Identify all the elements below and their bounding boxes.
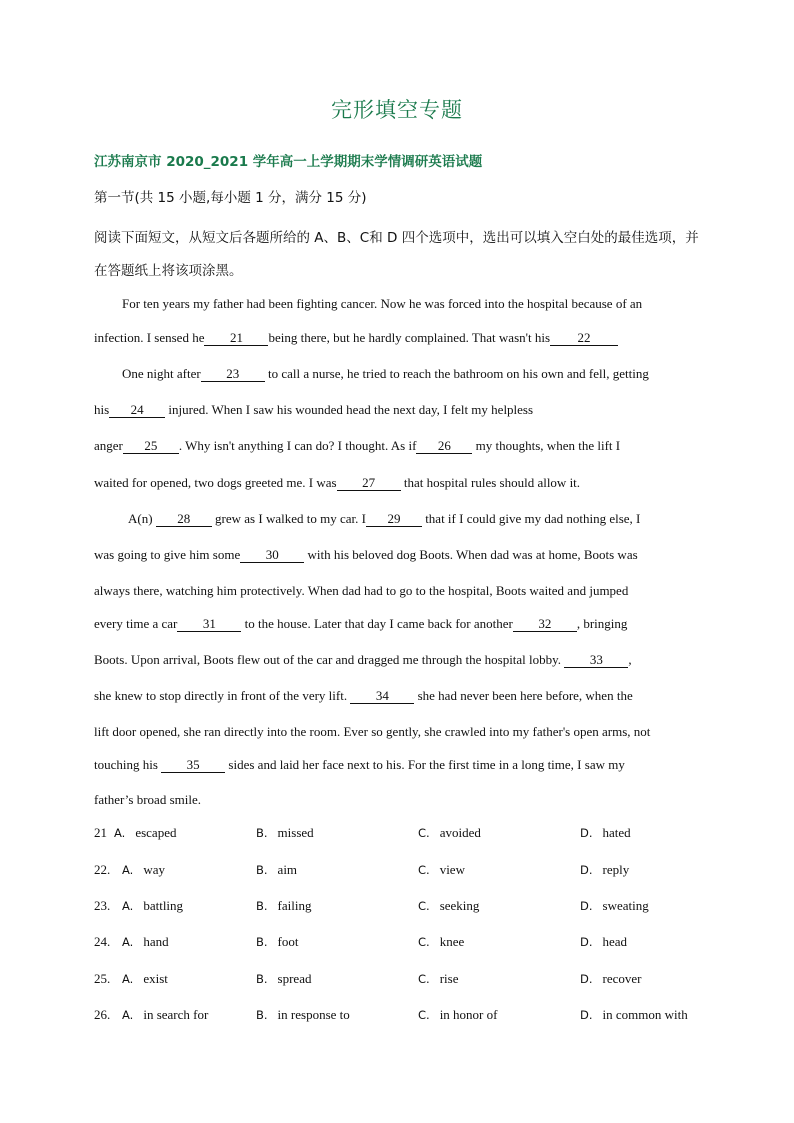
- question-number: 21: [94, 825, 107, 840]
- option-c: C. avoided: [418, 825, 481, 840]
- option-d: D. reply: [580, 862, 630, 877]
- option-b: B. spread: [256, 971, 312, 986]
- exam-source-heading: 江苏南京市 2020_2021 学年高一上学期期末学情调研英语试题: [94, 154, 483, 170]
- question-number: 23.: [94, 898, 111, 913]
- option-b: B. foot: [256, 934, 299, 949]
- blank-29: 29: [366, 512, 422, 527]
- blank-25: 25: [123, 439, 179, 454]
- passage-line: always there, watching him protectively. When dad had to go to the hospital, Boots waited and jumped: [94, 583, 629, 598]
- passage-line: lift door opened, she ran directly into the room. Ever so gently, she crawled into my father's open arms, not: [94, 724, 651, 739]
- option-d: D. head: [580, 934, 628, 949]
- blank-24: 24: [109, 403, 165, 418]
- blank-31: 31: [177, 617, 241, 632]
- blank-23: 23: [201, 367, 265, 382]
- option-d: D. in common with: [580, 1007, 688, 1022]
- question-22-options: [94, 862, 704, 880]
- option-d: D. sweating: [580, 898, 649, 913]
- passage-line: infection. I sensed he 21 being there, but he hardly complained. That wasn't his 22: [94, 330, 704, 346]
- passage-line: anger 25 . Why isn't anything I can do? I thought. As if 26 my thoughts, when the lift I: [94, 438, 621, 453]
- passage-line: waited for opened, two dogs greeted me. I was 27 that hospital rules should allow it.: [94, 475, 581, 490]
- option-c: C. view: [418, 862, 465, 877]
- passage-line: Boots. Upon arrival, Boots flew out of the car and dragged me through the hospital lobby. 33 ,: [94, 652, 632, 667]
- passage-line: father’s broad smile.: [94, 792, 201, 807]
- option-a: A. hand: [122, 934, 169, 949]
- question-number: 22.: [94, 862, 111, 877]
- blank-33: 33: [564, 653, 628, 668]
- option-a: A. way: [122, 862, 165, 877]
- option-c: C. knee: [418, 934, 465, 949]
- question-26-options: [94, 1007, 704, 1025]
- question-24-options: [94, 934, 704, 952]
- blank-26: 26: [416, 439, 472, 454]
- passage-line: she knew to stop directly in front of the very lift. 34 she had never been here before, when the: [94, 688, 633, 703]
- blank-30: 30: [240, 548, 304, 563]
- blank-35: 35: [161, 758, 225, 773]
- blank-21: 21: [204, 331, 268, 346]
- blank-34: 34: [350, 689, 414, 704]
- blank-32: 32: [513, 617, 577, 632]
- option-a: A. exist: [122, 971, 168, 986]
- option-c: C. in honor of: [418, 1007, 498, 1022]
- question-number: 24.: [94, 934, 111, 949]
- section-heading: 第一节(共 15 小题,每小题 1 分，满分 15 分): [94, 190, 367, 206]
- question-23-options: [94, 898, 704, 916]
- question-number: 26.: [94, 1007, 111, 1022]
- passage-line: touching his 35 sides and laid her face next to his. For the first time in a long time, I saw my: [94, 757, 625, 772]
- option-a: A. battling: [122, 898, 184, 913]
- page-title: 完形填空专题: [331, 98, 463, 122]
- question-21-options: [94, 825, 704, 843]
- option-c: C. seeking: [418, 898, 480, 913]
- option-b: B. failing: [256, 898, 312, 913]
- option-d: D. recover: [580, 971, 642, 986]
- option-a: A. in search for: [122, 1007, 209, 1022]
- blank-22: 22: [550, 331, 618, 346]
- option-d: D. hated: [580, 825, 631, 840]
- option-b: B. in response to: [256, 1007, 350, 1022]
- option-b: B. aim: [256, 862, 298, 877]
- instructions: 阅读下面短文，从短文后各题所给的 A、B、C和 D 四个选项中，选出可以填入空白处的最佳选项，并在答题纸上将该项涂黑。: [94, 230, 699, 279]
- question-25-options: [94, 971, 704, 989]
- option-c: C. rise: [418, 971, 459, 986]
- blank-27: 27: [337, 476, 401, 491]
- option-a: A. escaped: [114, 825, 177, 840]
- passage-line: his 24 injured. When I saw his wounded head the next day, I felt my helpless: [94, 402, 534, 417]
- passage-line: was going to give him some 30 with his beloved dog Boots. When dad was at home, Boots was: [94, 547, 638, 562]
- passage-line: A(n) 28 grew as I walked to my car. I 29 that if I could give my dad nothing else, I: [128, 511, 641, 526]
- question-number: 25.: [94, 971, 111, 986]
- blank-28: 28: [156, 512, 212, 527]
- passage-line: every time a car 31 to the house. Later that day I came back for another 32 , bringing: [94, 616, 628, 631]
- passage-line: For ten years my father had been fighting cancer. Now he was forced into the hospital because of an: [122, 296, 643, 311]
- passage-line: One night after 23 to call a nurse, he tried to reach the bathroom on his own and fell, getting: [122, 366, 649, 381]
- option-b: B. missed: [256, 825, 314, 840]
